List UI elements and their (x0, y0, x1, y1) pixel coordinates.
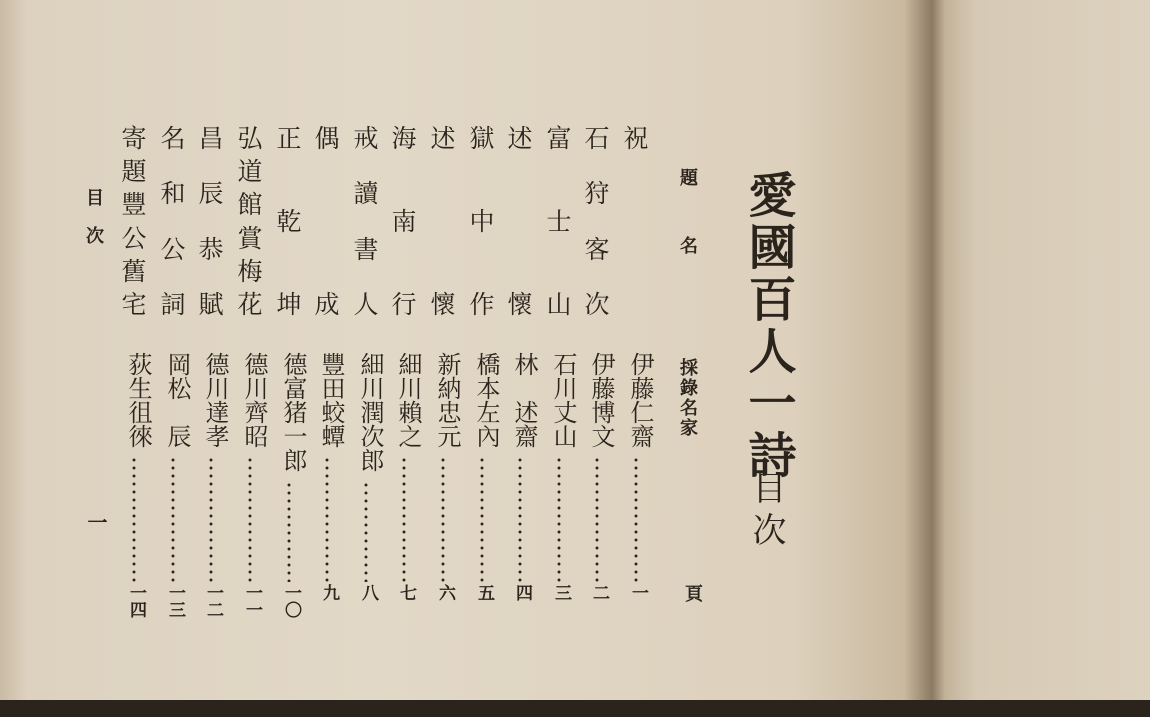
title-char: 梅 (237, 256, 263, 286)
entry-title (275, 126, 303, 318)
dot-leader (480, 456, 484, 582)
entry-page-number: 二 (589, 584, 609, 601)
dot-leader (287, 481, 291, 582)
title-char: 海 (391, 124, 417, 153)
title-char: 偶 (314, 124, 340, 153)
dot-leader (402, 456, 406, 582)
entry-title (622, 126, 650, 318)
entry-author: 細川潤次郎 (356, 352, 384, 472)
title-char: 恭 (198, 234, 224, 264)
title-char: 賦 (198, 289, 224, 319)
entry-title (236, 126, 264, 318)
title-char: 弘 (237, 124, 263, 153)
entry-title (429, 126, 457, 318)
entry-title (197, 126, 225, 318)
title-char: 正 (276, 124, 302, 153)
dot-leader (557, 456, 561, 582)
entry-title (583, 126, 611, 318)
title-char: 詞 (160, 289, 186, 319)
title-char: 狩 (584, 179, 610, 209)
title-char: 讀 (353, 179, 379, 209)
title-char: 書 (353, 234, 379, 264)
title-char: 公 (121, 223, 147, 253)
title-char: 戒 (353, 124, 379, 153)
entry-author: 橋本左內 (472, 352, 500, 448)
title-char: 富 (546, 124, 572, 153)
title-char: 花 (237, 289, 263, 319)
title-char: 客 (584, 234, 610, 264)
title-char: 館 (237, 190, 263, 220)
entry-author: 新納忠元 (433, 352, 461, 448)
title-char: 士 (546, 207, 572, 236)
dot-leader (171, 456, 175, 582)
entry-author: 石川丈山 (549, 352, 577, 448)
entry-page-number: 一 (628, 584, 648, 601)
entry-author: 德川達孝 (201, 352, 229, 448)
header-page: 頁 (682, 584, 703, 602)
title-char: 宅 (121, 289, 147, 319)
entry-author: 伊藤博文 (587, 352, 615, 448)
title-char: 祝 (623, 124, 649, 153)
title-char: 石 (584, 124, 610, 153)
entry-author: 德富猪一郎 (279, 352, 307, 472)
entry-page-number: 一二 (203, 584, 223, 618)
entry-title (159, 126, 187, 318)
title-char: 獄 (469, 124, 495, 153)
section-title: 目次 (746, 470, 786, 554)
entry-page-number: 四 (512, 584, 532, 601)
entry-title (352, 126, 380, 318)
dot-leader (325, 456, 329, 582)
title-char: 公 (160, 234, 186, 264)
title-char: 懷 (430, 290, 456, 319)
title-char: 寄 (121, 124, 147, 153)
entry-page-number: 八 (358, 584, 378, 601)
dot-leader (364, 481, 368, 582)
title-char: 中 (469, 207, 495, 236)
book-title: 愛國百人一詩 (740, 170, 796, 482)
title-char: 賞 (237, 223, 263, 253)
entry-title (506, 126, 534, 318)
entry-author: 德川齊昭 (240, 352, 268, 448)
title-char: 述 (507, 124, 533, 153)
footer-label: 目次 (83, 188, 104, 264)
title-char: 名 (160, 124, 186, 153)
dot-leader (441, 456, 445, 582)
title-char: 豐 (121, 190, 147, 220)
title-char: 乾 (276, 207, 302, 236)
entry-page-number: 七 (396, 584, 416, 601)
dot-leader (248, 456, 252, 582)
entry-page-number: 六 (435, 584, 455, 601)
right-page (932, 0, 1150, 706)
dot-leader (209, 456, 213, 582)
title-char: 人 (353, 289, 379, 319)
entry-author: 岡松 辰 (163, 352, 191, 448)
entry-author: 林 述齋 (510, 352, 538, 448)
title-char: 題 (121, 157, 147, 187)
title-char: 道 (237, 157, 263, 187)
entry-author: 荻生徂徠 (124, 352, 152, 448)
dot-leader (634, 456, 638, 582)
entry-page-number: 一一 (242, 584, 262, 618)
title-char: 述 (430, 124, 456, 153)
entry-title (120, 126, 148, 318)
entry-title (313, 126, 341, 318)
title-char: 舊 (121, 256, 147, 286)
title-char: 次 (584, 289, 610, 319)
title-char: 山 (546, 290, 572, 319)
header-author: 採錄名家 (677, 358, 698, 438)
entry-title (390, 126, 418, 318)
title-char: 辰 (198, 179, 224, 209)
title-char: 作 (469, 290, 495, 319)
entry-page-number: 一〇 (281, 584, 301, 618)
title-char: 行 (391, 290, 417, 319)
dot-leader (595, 456, 599, 582)
entry-page-number: 一三 (165, 584, 185, 618)
entry-author: 細川賴之 (394, 352, 422, 448)
entry-page-number: 一四 (126, 584, 146, 618)
title-char: 懷 (507, 290, 533, 319)
footer-page-number: 一 (84, 512, 108, 532)
entry-author: 伊藤仁齋 (626, 352, 654, 448)
entry-page-number: 五 (474, 584, 494, 601)
title-char: 南 (391, 207, 417, 236)
title-char: 昌 (198, 124, 224, 153)
entry-title (468, 126, 496, 318)
entry-author: 豐田蛟蟫 (317, 352, 345, 448)
bottom-edge (0, 700, 1150, 717)
title-char: 成 (314, 290, 340, 319)
title-char: 坤 (276, 290, 302, 319)
entry-page-number: 三 (551, 584, 571, 601)
entry-title (545, 126, 573, 318)
dot-leader (518, 456, 522, 582)
header-title: 題名 (677, 168, 698, 304)
dot-leader (132, 456, 136, 582)
title-char: 和 (160, 179, 186, 209)
entry-page-number: 九 (319, 584, 339, 601)
